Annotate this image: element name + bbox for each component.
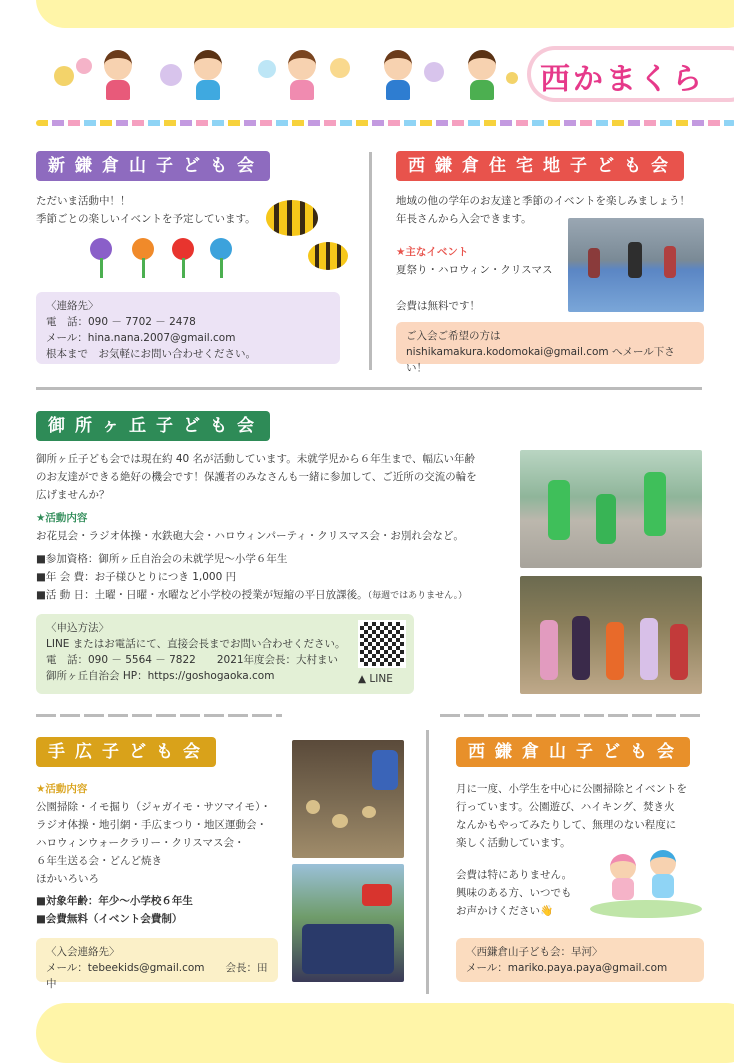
- dashed-divider: [36, 714, 282, 717]
- horizontal-divider: [36, 387, 702, 390]
- shinkamakura-intro: ただいま活動中！！ 季節ごとの楽しいイベントを予定しています。: [36, 195, 256, 225]
- dotted-separator: [36, 120, 734, 126]
- vertical-divider: [369, 152, 372, 370]
- line-label: ▲ LINE: [358, 673, 393, 685]
- nishi-jutaku-apply-box: ご入会ご希望の方は nishikamakura.kodomokai@gmail.com へメール下さい！: [396, 322, 704, 364]
- kid-illustration-3: [280, 48, 324, 102]
- nishi-yama-intro: 月に一度、小学生を中心に公園掃除とイベントを 行っています。公園遊び、ハイキング、焚き火 なんかもやってみたりして、無理のない程度に 楽しく活動しています。: [456, 783, 687, 849]
- goshogaoka-activities: ★活動内容 お花見会・ラジオ体操・水鉄砲大会・ハロウィンパーティ・クリスマス会・お別れ会など。: [36, 512, 464, 542]
- bee-icon: [308, 242, 348, 270]
- nishi-yama-fee: 会費は特にありません。 興味のある方、いつでも お声かけください👋: [456, 869, 573, 917]
- bee-icon: [266, 200, 318, 236]
- potato-digging-photo: [292, 740, 404, 858]
- nishi-yama-contact-box: 〈西鎌倉山子ども会：早河〉 メール：mariko.paya.paya@gmail.com: [456, 938, 704, 982]
- kid-illustration-2: [186, 48, 230, 102]
- tebiro-contact-box: 〈入会連絡先〉 メール：tebeekids@gmail.com 会長：田中: [36, 938, 278, 982]
- nishi-jutaku-intro: 地域の他の学年のお友達と季節のイベントを楽しみましょう！ 年長さんから入会できます。: [396, 195, 690, 225]
- section-title-nishi-jutaku: 西鎌倉住宅地子ども会: [396, 150, 684, 182]
- goshogaoka-details: ■参加資格：御所ヶ丘自治会の未就学児～小学６年生 ■年 会 費：お子様ひとりにつき 1,000 円 ■活 動 日：土曜・日曜・水曜など小学校の授業が短縮の平日放課後。（毎週ではありません。）: [36, 553, 468, 601]
- kid-illustration-5: [460, 48, 504, 102]
- festival-photo: [292, 864, 404, 982]
- shinkamakura-contact-box: 〈連絡先〉 電 話：090 － 7702 － 2478 メール：hina.nana.2007@gmail.com 根本まで お気軽にお問い合わせください。: [36, 292, 340, 364]
- running-kids-photo: [520, 450, 702, 568]
- goshogaoka-intro: 御所ヶ丘子ども会では現在約 40 名が活動しています。未就学児から６年生まで、幅広い年齢 のお友達ができる絶好の機会です！保護者のみなさんも一緒に参加して、ご近所の交流の輪を 広げませんか？: [36, 453, 477, 501]
- line-qr-code[interactable]: [358, 620, 406, 668]
- kid-illustration-1: [96, 48, 140, 102]
- nishi-jutaku-events: ★主なイベント 夏祭り・ハロウィン・クリスマス 会費は無料です！: [396, 246, 553, 312]
- header-title: 西かまくら: [540, 62, 705, 97]
- kids-running-illustration: [590, 846, 702, 920]
- section-title-goshogaoka: 御所ヶ丘子ども会: [36, 410, 270, 442]
- bottom-banner: [36, 1003, 734, 1063]
- kid-illustration-4: [376, 48, 420, 102]
- top-banner: [36, 0, 734, 28]
- tebiro-details: ■対象年齢：年少～小学校６年生 ■会費無料（イベント会費制）: [36, 895, 193, 925]
- vertical-divider: [426, 730, 429, 994]
- dashed-divider: [440, 714, 702, 717]
- goshogaoka-apply-box: 〈申込方法〉 LINE またはお電話にて、直接会長までお問い合わせください。 電 話：090 － 5564 － 7822 2021年度会長：大村まい 御所ヶ丘自治会 HP：https://goshogaoka.com: [36, 614, 414, 694]
- halloween-party-photo: [520, 576, 702, 694]
- section-title-nishi-yama: 西鎌倉山子ども会: [456, 736, 690, 768]
- event-photo: [568, 218, 704, 312]
- tebiro-activities: ★活動内容 公園掃除・イモ掘り（ジャガイモ・サツマイモ）・ ラジオ体操・地引網・手広まつり・地区運動会・ ハロウィンウォークラリー・クリスマス会・ ６年生送る会・どんど焼き ほかいろいろ: [36, 783, 271, 885]
- section-title-shinkamakura: 新鎌倉山子ども会: [36, 150, 270, 182]
- section-title-tebiro: 手広子ども会: [36, 736, 216, 768]
